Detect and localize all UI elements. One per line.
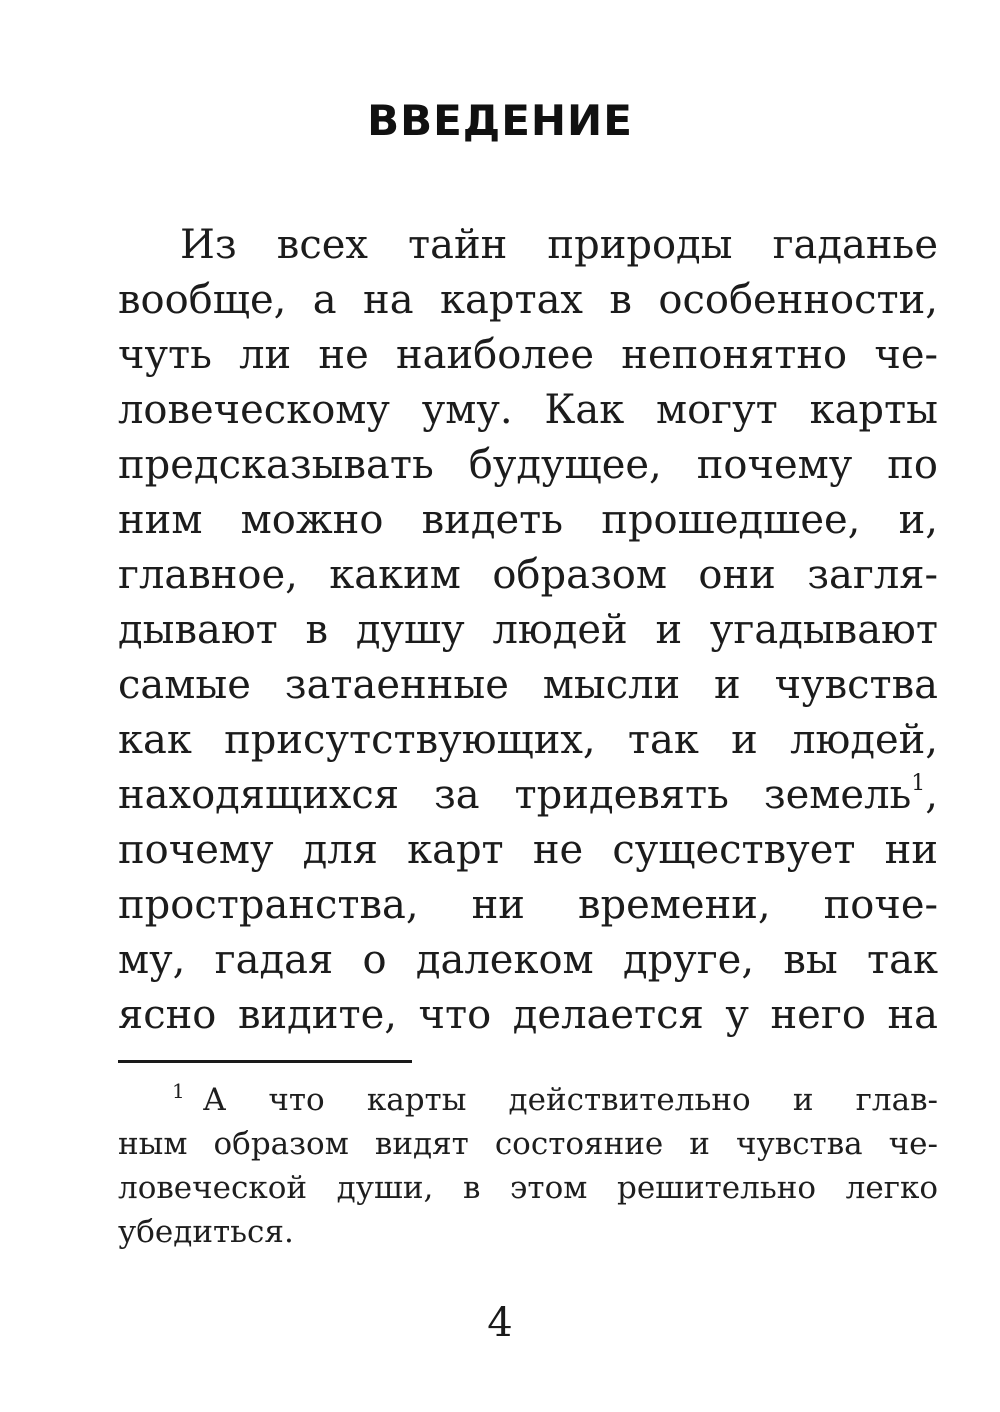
body-line-9: самые затаенные мысли и чувства	[118, 662, 938, 708]
body-paragraph	[118, 218, 938, 1043]
footnote-line-1	[118, 1078, 938, 1122]
footnote-line-3: ловеческой души, в этом решительно легко	[118, 1170, 938, 1206]
body-line-3: чуть ли не наиболее непонятно че-	[118, 332, 938, 378]
footnote-divider	[118, 1060, 412, 1063]
body-line-11-text: находящихся за тридевять земель	[118, 772, 912, 818]
footnote-line-1-text: А что карты действительно и глав-	[202, 1082, 938, 1118]
footnote-marker: 1	[172, 1079, 185, 1103]
body-line-15: ясно видите, что делается у него на	[118, 992, 938, 1038]
body-line-13: пространства, ни времени, поче-	[118, 882, 938, 928]
footnote-line-2: ным образом видят состояние и чувства че-	[118, 1126, 938, 1162]
footnote-reference[interactable]: 1	[911, 771, 926, 796]
body-line-2: вообще, а на картах в особенности,	[118, 277, 938, 323]
footnote	[118, 1078, 938, 1254]
body-line-11-comma: ,	[925, 772, 938, 818]
body-line-4: ловеческому уму. Как могут карты	[118, 387, 938, 433]
page-number: 4	[487, 1300, 513, 1346]
footnote-line-4: убедиться.	[118, 1214, 294, 1250]
chapter-heading: ВВЕДЕНИЕ	[367, 96, 633, 145]
body-line-8: дывают в душу людей и угадывают	[118, 607, 938, 653]
body-line-10: как присутствующих, так и людей,	[118, 717, 938, 763]
body-line-5: предсказывать будущее, почему по	[118, 442, 938, 488]
body-line-7: главное, каким образом они загля-	[118, 552, 938, 598]
body-line-1: Из всех тайн природы гаданье	[180, 222, 938, 268]
body-line-14: му, гадая о далеком друге, вы так	[118, 937, 938, 983]
body-line-12: почему для карт не существует ни	[118, 827, 938, 873]
body-line-6: ним можно видеть прошедшее, и,	[118, 497, 938, 543]
body-line-11	[118, 768, 938, 823]
